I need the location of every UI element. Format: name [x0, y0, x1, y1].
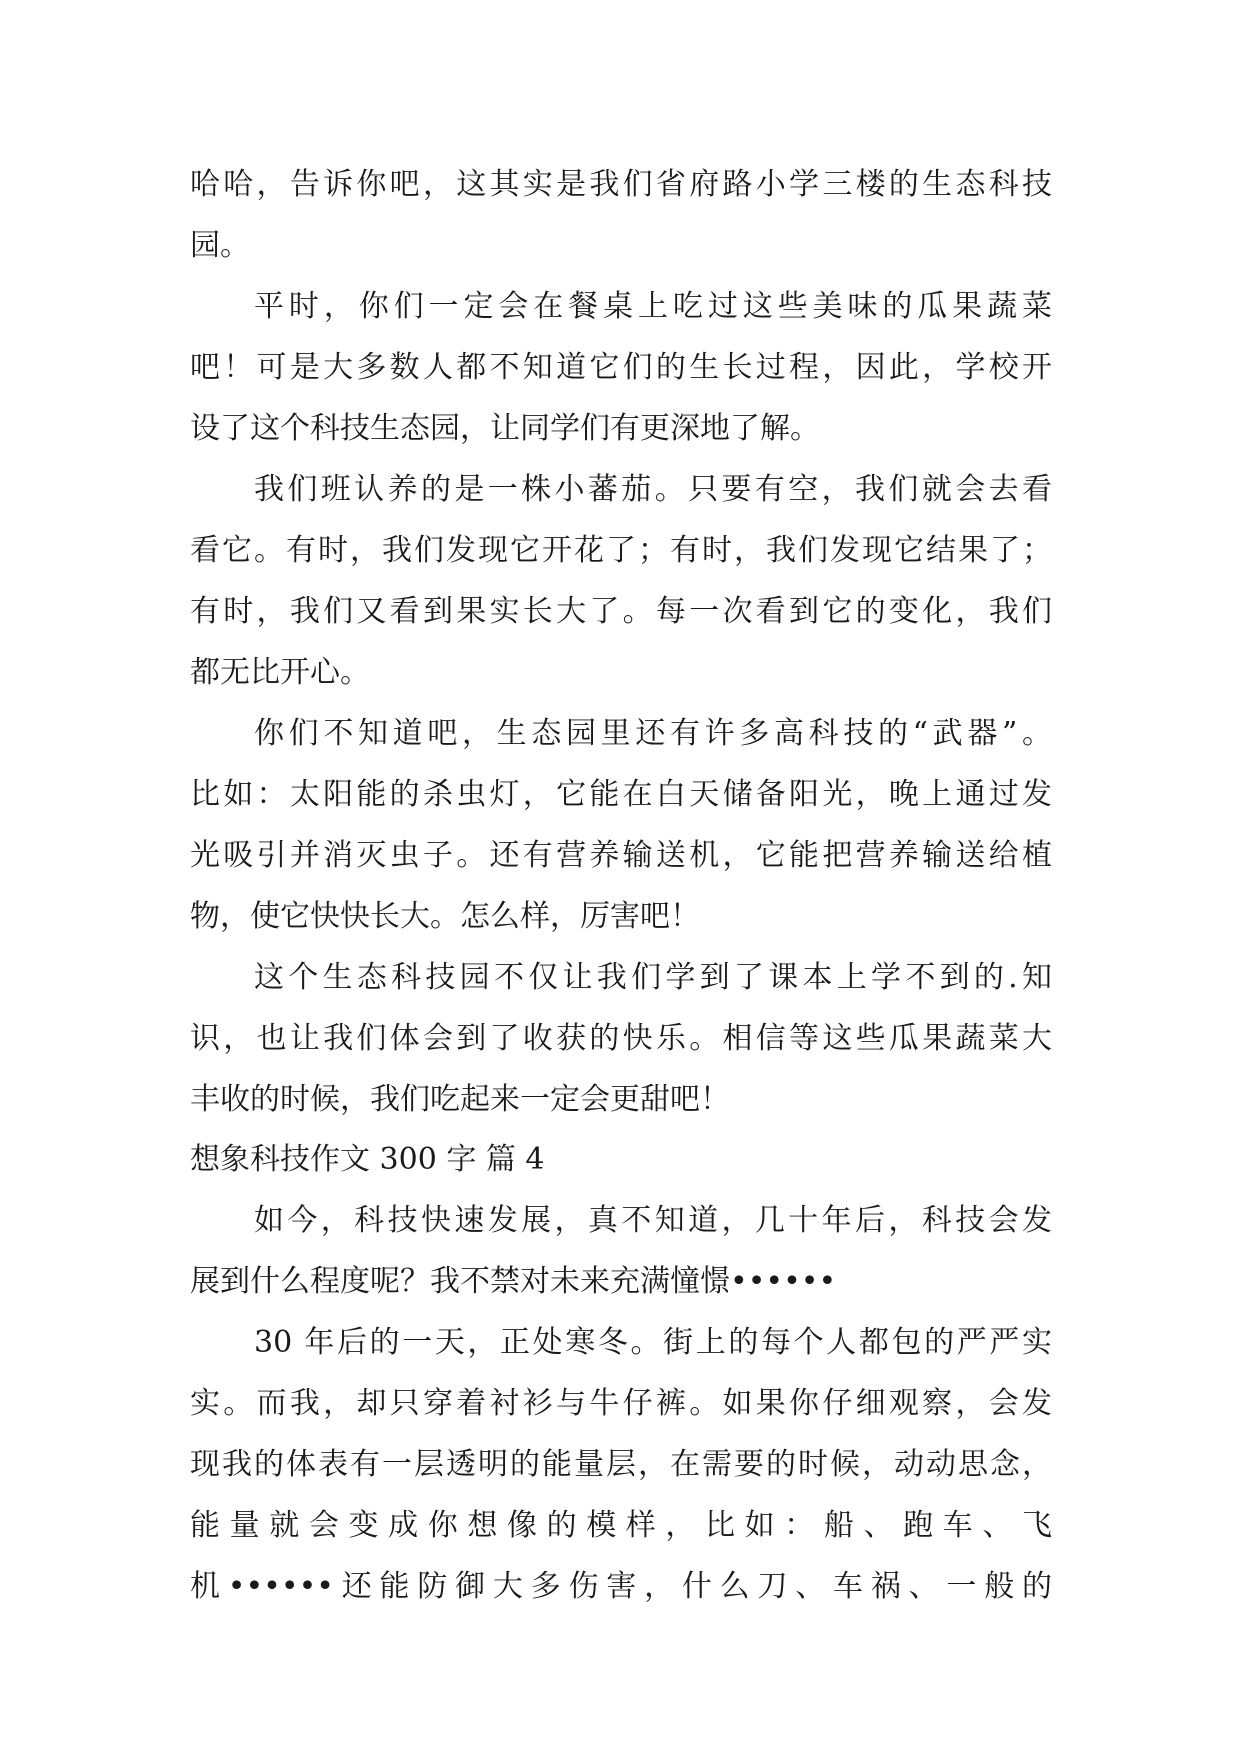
text-line: 园。 — [190, 228, 250, 263]
text-line: 都无比开心。 — [190, 655, 370, 690]
text-line: 实。而我，却只穿着衬衫与牛仔裤。如果你仔细观察，会发 — [190, 1386, 1052, 1421]
text-line: 比如：太阳能的杀虫灯，它能在白天储备阳光，晚上通过发 — [190, 777, 1052, 812]
paragraph-start-line: 你们不知道吧，生态园里还有许多高科技的“武器”。 — [254, 716, 1052, 751]
paragraph-start-line: 这个生态科技园不仅让我们学到了课本上学不到的.知 — [254, 960, 1052, 995]
text-line: 识，也让我们体会到了收获的快乐。相信等这些瓜果蔬菜大 — [190, 1021, 1052, 1056]
document-body — [190, 154, 1052, 1617]
paragraph-start-line: 30 年后的一天，正处寒冬。街上的每个人都包的严严实 — [254, 1325, 1052, 1360]
text-line: 能量就会变成你想像的模样，比如：船、跑车、飞 — [190, 1508, 1052, 1543]
text-line: 哈哈，告诉你吧，这其实是我们省府路小学三楼的生态科技 — [190, 167, 1052, 202]
paragraph-start-line: 我们班认养的是一株小蕃茄。只要有空，我们就会去看 — [254, 472, 1052, 507]
text-line: 丰收的时候，我们吃起来一定会更甜吧！ — [190, 1082, 730, 1117]
paragraph-start-line: 如今，科技快速发展，真不知道，几十年后，科技会发 — [254, 1203, 1052, 1238]
text-line: 有时，我们又看到果实长大了。每一次看到它的变化，我们 — [190, 594, 1052, 629]
text-line: 物，使它快快长大。怎么样，厉害吧！ — [190, 899, 700, 934]
text-line: 设了这个科技生态园，让同学们有更深地了解。 — [190, 411, 820, 446]
text-line: 吧！可是大多数人都不知道它们的生长过程，因此，学校开 — [190, 350, 1052, 385]
text-line: 现我的体表有一层透明的能量层，在需要的时候，动动思念， — [190, 1447, 1052, 1482]
paragraph-start-line: 平时，你们一定会在餐桌上吃过这些美味的瓜果蔬菜 — [254, 289, 1052, 324]
text-line: 看它。有时，我们发现它开花了；有时，我们发现它结果了； — [190, 533, 1052, 568]
text-line: 展到什么程度呢？我不禁对未来充满憧憬•••••• — [190, 1264, 837, 1299]
text-line: 光吸引并消灭虫子。还有营养输送机，它能把营养输送给植 — [190, 838, 1052, 873]
text-line: 机••••••还能防御大多伤害，什么刀、车祸、一般的 — [190, 1569, 1052, 1604]
section-heading: 想象科技作文 300 字 篇 4 — [190, 1142, 545, 1177]
